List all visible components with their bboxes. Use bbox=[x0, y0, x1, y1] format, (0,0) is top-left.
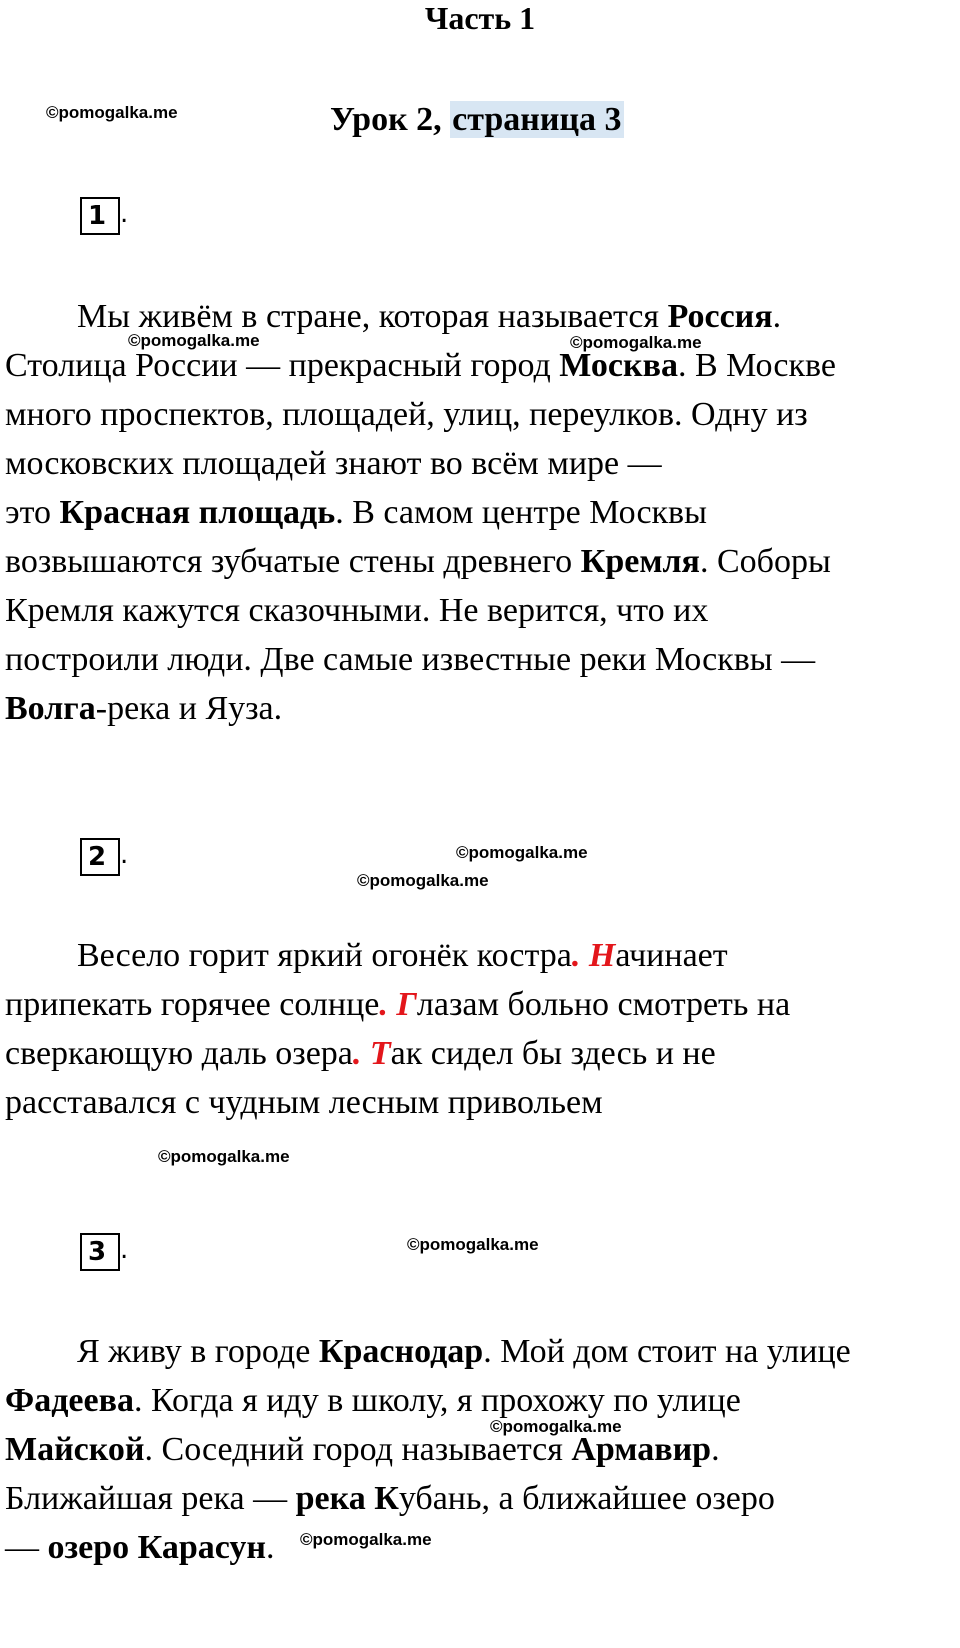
lesson-title bbox=[330, 100, 650, 140]
watermark: ©pomogalka.me bbox=[300, 1530, 432, 1549]
text-segment: Столица России — прекрасный город bbox=[5, 347, 560, 384]
task-number-2: 2 bbox=[80, 838, 120, 876]
task-2-text bbox=[5, 931, 955, 1127]
text-segment: сверкающую даль озера bbox=[5, 1035, 353, 1072]
text-segment: построили люди. Две самые известные реки Москвы — bbox=[5, 641, 816, 678]
text-line bbox=[5, 390, 955, 439]
text-line bbox=[5, 586, 955, 635]
text-segment: . bbox=[711, 1431, 720, 1468]
text-segment: — bbox=[5, 1529, 48, 1566]
task-3-text bbox=[5, 1327, 955, 1572]
text-line bbox=[5, 1376, 955, 1425]
text-line bbox=[5, 1029, 955, 1078]
bold-term: Москва bbox=[559, 347, 678, 384]
text-segment: . В самом центре Москвы bbox=[335, 494, 707, 531]
lesson-label: Урок 2, bbox=[330, 101, 442, 138]
text-segment: возвышаются зубчатые стены древнего bbox=[5, 543, 581, 580]
text-line bbox=[5, 439, 955, 488]
text-line bbox=[5, 1425, 955, 1474]
page-label: страница 3 bbox=[452, 101, 622, 138]
task-number-3: 3 bbox=[80, 1233, 120, 1271]
text-segment: лазам больно смотреть на bbox=[416, 986, 791, 1023]
text-segment: Кремля кажутся сказочными. Не верится, что их bbox=[5, 592, 709, 629]
text-segment: . Соборы bbox=[699, 543, 831, 580]
text-segment: Ближайшая река — bbox=[5, 1480, 296, 1517]
correction-mark: . Г bbox=[379, 986, 417, 1023]
bold-term: Красная площадь bbox=[59, 494, 336, 531]
bold-term: озеро Карасун bbox=[47, 1529, 267, 1566]
text-line bbox=[5, 292, 955, 341]
watermark: ©pomogalka.me bbox=[456, 843, 588, 862]
bold-term: река К bbox=[295, 1480, 399, 1517]
bold-term: Кремля bbox=[580, 543, 700, 580]
text-line bbox=[5, 931, 955, 980]
correction-mark: . Т bbox=[352, 1035, 391, 1072]
text-line bbox=[5, 1078, 955, 1127]
task-number-dot: . bbox=[120, 199, 129, 229]
text-line bbox=[5, 1327, 955, 1376]
text-segment: Я живу в городе bbox=[77, 1333, 319, 1370]
watermark: ©pomogalka.me bbox=[357, 871, 489, 890]
text-line bbox=[5, 1523, 955, 1572]
text-segment: ак сидел бы здесь и не bbox=[390, 1035, 716, 1072]
watermark: ©pomogalka.me bbox=[158, 1147, 290, 1166]
watermark: ©pomogalka.me bbox=[490, 1417, 622, 1436]
watermark: ©pomogalka.me bbox=[46, 103, 178, 122]
task-number-dot: . bbox=[120, 1235, 129, 1265]
text-segment: -река и Яуза. bbox=[95, 690, 283, 727]
text-segment: расставался с чудным лесным привольем bbox=[5, 1084, 603, 1121]
watermark: ©pomogalka.me bbox=[128, 331, 260, 350]
task-1-text bbox=[5, 292, 955, 733]
text-segment: это bbox=[5, 494, 60, 531]
text-segment: . bbox=[266, 1529, 275, 1566]
text-line bbox=[5, 980, 955, 1029]
text-segment: много проспектов, площадей, улиц, переулков. Одну из bbox=[5, 396, 808, 433]
text-line bbox=[5, 1474, 955, 1523]
text-segment: . В Москве bbox=[677, 347, 836, 384]
bold-term: Майской bbox=[5, 1431, 145, 1468]
text-segment: . Соседний город называется bbox=[144, 1431, 572, 1468]
task-number-1: 1 bbox=[80, 197, 120, 235]
bold-term: Фадеева bbox=[5, 1382, 134, 1419]
text-line bbox=[5, 488, 955, 537]
text-segment: припекать горячее солнце bbox=[5, 986, 380, 1023]
text-segment: Мы живём в стране, которая называется bbox=[77, 298, 668, 335]
correction-mark: . Н bbox=[571, 937, 616, 974]
watermark: ©pomogalka.me bbox=[407, 1235, 539, 1254]
text-line bbox=[5, 537, 955, 586]
text-segment: Весело горит яркий огонёк костра bbox=[77, 937, 572, 974]
bold-term: Краснодар bbox=[318, 1333, 484, 1370]
bold-term: Россия bbox=[667, 298, 773, 335]
bold-term: Армавир bbox=[571, 1431, 712, 1468]
text-segment: . Когда я иду в школу, я прохожу по улице bbox=[133, 1382, 741, 1419]
text-line bbox=[5, 635, 955, 684]
text-segment: . Мой дом стоит на улице bbox=[483, 1333, 851, 1370]
text-segment: ачинает bbox=[615, 937, 728, 974]
text-line bbox=[5, 684, 955, 733]
text-segment: московских площадей знают во всём мире — bbox=[5, 445, 662, 482]
watermark: ©pomogalka.me bbox=[570, 333, 702, 352]
text-line bbox=[5, 341, 955, 390]
text-segment: убань, а ближайшее озеро bbox=[398, 1480, 775, 1517]
bold-term: Волга bbox=[5, 690, 96, 727]
task-number-dot: . bbox=[120, 840, 129, 870]
text-segment: . bbox=[772, 298, 782, 335]
part-title: Часть 1 bbox=[424, 0, 536, 36]
